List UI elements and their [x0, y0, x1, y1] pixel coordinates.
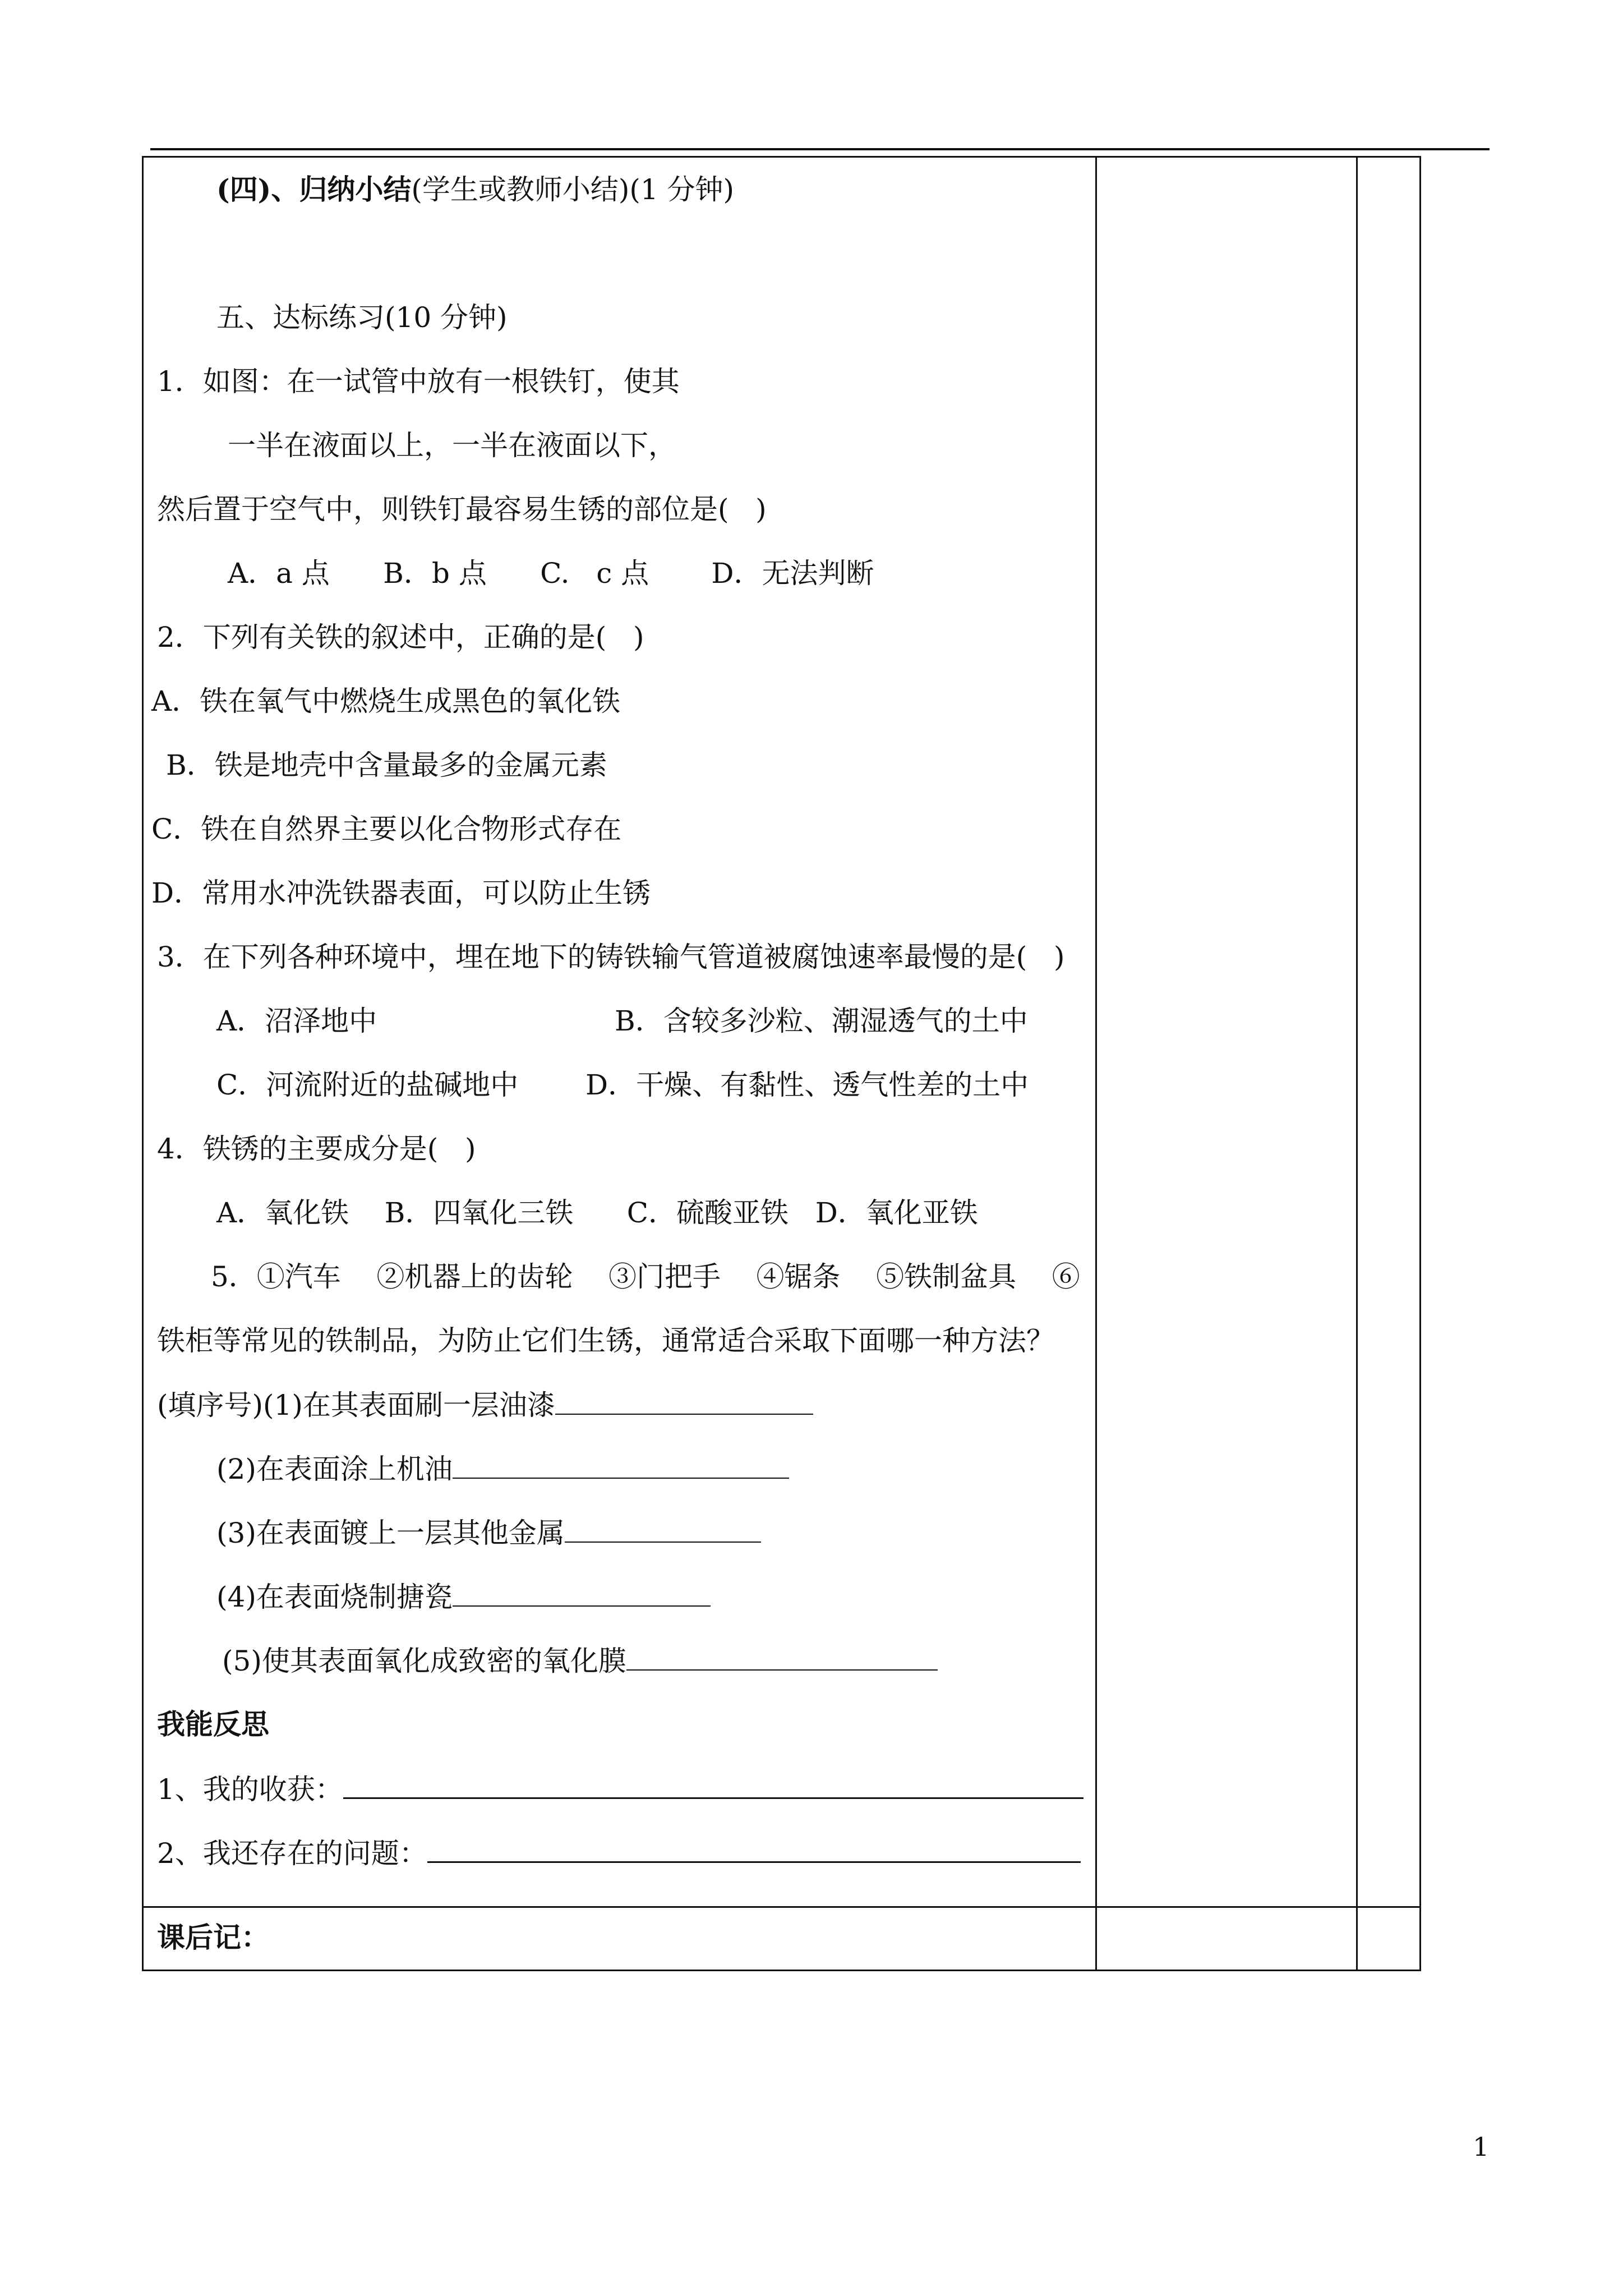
- q5-part1: [157, 1388, 813, 1422]
- header-rule: [150, 148, 1490, 150]
- q5-line1: 5．①汽车 ②机器上的齿轮 ③门把手 ④锯条 ⑤铁制盆具 ⑥: [211, 1260, 1080, 1293]
- table-row-divider: [142, 1906, 1421, 1908]
- q5-part3: [216, 1516, 761, 1550]
- q5-part5-text: (5)使其表面氧化成致密的氧化膜: [222, 1645, 626, 1677]
- summary-note: (学生或教师小结)(1 分钟): [411, 173, 735, 206]
- q2-stem: 2．下列有关铁的叙述中，正确的是( ): [157, 621, 644, 654]
- q3-option-b: B．含较多沙粒、潮湿透气的土中: [615, 1005, 1028, 1037]
- q5-part4-text: (4)在表面烧制搪瓷: [216, 1581, 453, 1613]
- reflection-question-blank[interactable]: [427, 1835, 1081, 1863]
- q1-line1: 1．如图：在一试管中放有一根铁钉，使其: [157, 365, 680, 398]
- after-class-label: 课后记：: [157, 1921, 269, 1954]
- q5-part4: [216, 1580, 711, 1614]
- q2-option-b: B．铁是地壳中含量最多的金属元素: [166, 749, 607, 781]
- reflection-gain-label: 1、我的收获：: [157, 1773, 343, 1806]
- q3-option-a: A．沼泽地中: [216, 1005, 377, 1037]
- q3-option-d: D．干燥、有黏性、透气性差的土中: [585, 1069, 1029, 1101]
- table-column-divider-1: [1095, 156, 1097, 1971]
- reflection-gain: [157, 1772, 1083, 1806]
- q1-line3: 然后置于空气中，则铁钉最容易生锈的部位是( ): [157, 493, 767, 526]
- summary-line: [216, 173, 734, 206]
- q2-option-a: A．铁在氧气中燃烧生成黑色的氧化铁: [151, 685, 621, 717]
- q5-part2-blank[interactable]: [453, 1452, 789, 1479]
- q5-part2: [216, 1452, 789, 1486]
- q2-option-c: C．铁在自然界主要以化合物形式存在: [151, 813, 622, 845]
- reflection-question-label: 2、我还存在的问题：: [157, 1837, 427, 1870]
- summary-heading: (四)、归纳小结: [216, 173, 412, 206]
- q5-part3-text: (3)在表面镀上一层其他金属: [216, 1517, 565, 1549]
- q5-part1-text: (填序号)(1)在其表面刷一层油漆: [157, 1389, 555, 1421]
- q4-stem: 4．铁锈的主要成分是( ): [157, 1133, 476, 1165]
- reflection-question: [157, 1835, 1081, 1870]
- q5-part1-blank[interactable]: [555, 1388, 813, 1415]
- q4-options: A．氧化铁 B．四氧化三铁 C．硫酸亚铁 D．氧化亚铁: [216, 1197, 978, 1229]
- q5-part5: [222, 1644, 938, 1678]
- exercise-heading: 五、达标练习(10 分钟): [216, 301, 508, 334]
- q5-part3-blank[interactable]: [565, 1516, 761, 1543]
- q2-option-d: D．常用水冲洗铁器表面，可以防止生锈: [151, 877, 651, 909]
- q5-part5-blank[interactable]: [626, 1644, 938, 1671]
- q5-part4-blank[interactable]: [453, 1580, 711, 1607]
- q5-part2-text: (2)在表面涂上机油: [216, 1453, 453, 1485]
- q1-options: A．a 点 B．b 点 C. c 点 D．无法判断: [228, 557, 874, 590]
- table-column-divider-2: [1356, 156, 1358, 1971]
- reflection-heading: 我能反思: [157, 1708, 269, 1741]
- q3-option-c: C．河流附近的盐碱地中: [216, 1069, 519, 1101]
- q1-line2: 一半在液面以上，一半在液面以下，: [228, 429, 676, 462]
- page-number: 1: [1473, 2132, 1490, 2162]
- reflection-gain-blank[interactable]: [343, 1772, 1083, 1799]
- q3-stem: 3．在下列各种环境中，埋在地下的铸铁输气管道被腐蚀速率最慢的是( ): [157, 941, 1065, 973]
- q5-line2: 铁柜等常见的铁制品，为防止它们生锈，通常适合采取下面哪一种方法？: [157, 1324, 1054, 1357]
